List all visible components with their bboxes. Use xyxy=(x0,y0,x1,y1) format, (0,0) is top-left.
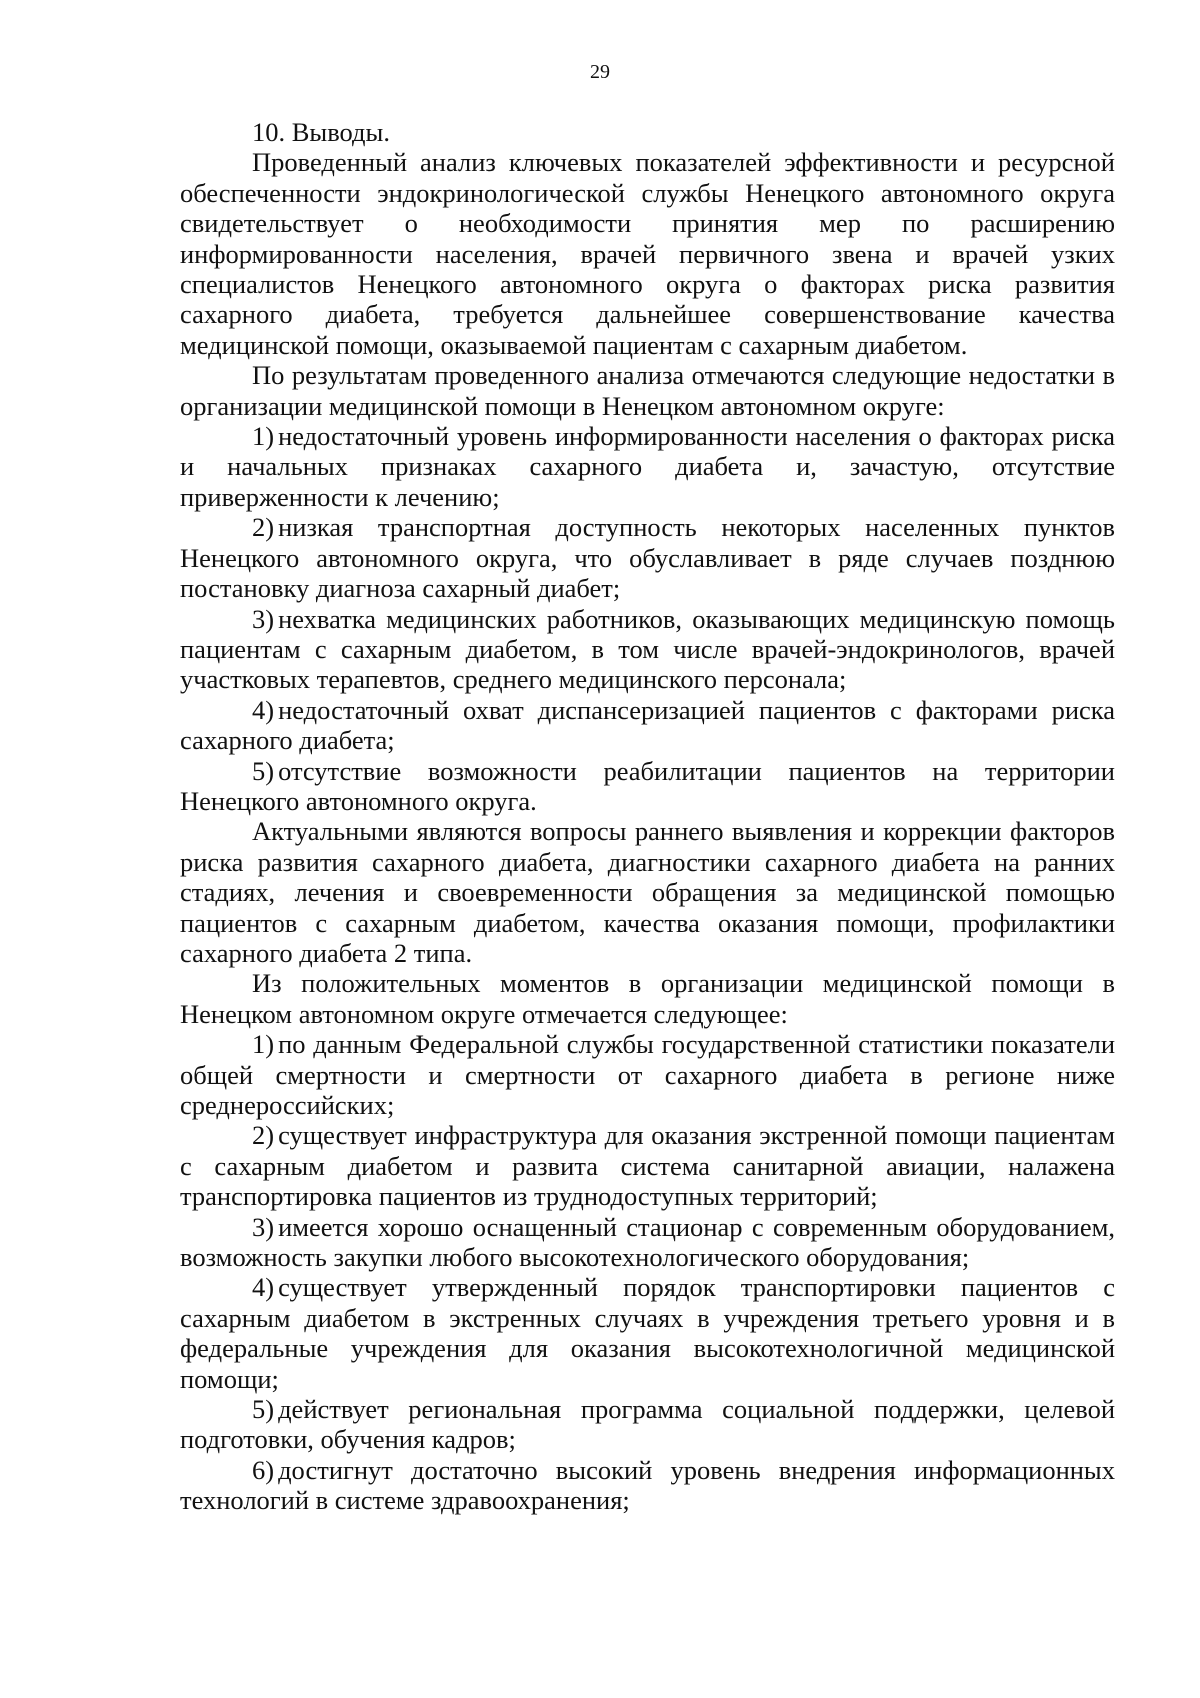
positives-lead: Из положительных моментов в организации медицинской помощи в Ненецком автономном округе отмечается следующее: xyxy=(180,968,1115,1029)
positive-item-4 xyxy=(180,1272,1115,1394)
shortcoming-item-5 xyxy=(180,756,1115,817)
list-number: 1) xyxy=(252,1029,275,1060)
list-item-text: недостаточный уровень информированности населения о факторах риска и начальных признаках сахарного диабета и, зачастую, отсутствие приверженности к лечению; xyxy=(180,421,1115,512)
page-number: 29 xyxy=(590,61,610,83)
list-item-text: недостаточный охват диспансеризацией пациентов с факторами риска сахарного диабета; xyxy=(180,694,1115,756)
shortcoming-item-4 xyxy=(180,695,1115,756)
shortcoming-item-1 xyxy=(180,421,1115,512)
list-number: 2) xyxy=(252,1120,275,1151)
list-item-text: отсутствие возможности реабилитации пациентов на территории Ненецкого автономного округа. xyxy=(180,755,1115,816)
positive-item-2 xyxy=(180,1120,1115,1211)
intro-paragraph: Проведенный анализ ключевых показателей эффективности и ресурсной обеспеченности эндокринологической службы Ненецкого автономного округа свидетельствует о необходимости принятия мер по расширению информированности населения, врачей первичного звена и врачей узких специалистов Ненецкого автономного округа о факторах риска развития сахарного диабета, требуется дальнейшее совершенствование качества медицинской помощи, оказываемой пациентам с сахарным диабетом. xyxy=(180,147,1115,360)
list-item-text: достигнут достаточно высокий уровень внедрения информационных технологий в системе здравоохранения; xyxy=(180,1454,1115,1516)
list-number: 6) xyxy=(252,1454,275,1485)
shortcoming-item-3 xyxy=(180,604,1115,695)
shortcoming-item-2 xyxy=(180,512,1115,603)
positive-item-5 xyxy=(180,1394,1115,1455)
list-number: 3) xyxy=(252,603,275,634)
positive-item-3 xyxy=(180,1212,1115,1273)
list-number: 5) xyxy=(252,1394,275,1425)
list-item-text: существует инфраструктура для оказания экстренной помощи пациентам с сахарным диабетом и развита система санитарной авиации, налажена транспортировка пациентов из труднодоступных территорий; xyxy=(180,1120,1115,1212)
shortcomings-lead: По результатам проведенного анализа отмечаются следующие недостатки в организации медицинской помощи в Ненецком автономном округе: xyxy=(180,360,1115,421)
relevance-paragraph: Актуальными являются вопросы раннего выявления и коррекции факторов риска развития сахарного диабета, диагностики сахарного диабета на ранних стадиях, лечения и своевременности обращения за медицинской помощью пациентов с сахарным диабетом, качества оказания помощи, профилактики сахарного диабета 2 типа. xyxy=(180,816,1115,968)
list-item-text: нехватка медицинских работников, оказывающих медицинскую помощь пациентам с сахарным диабетом, в том числе врачей-эндокринологов, врачей участковых терапевтов, среднего медицинского персонала; xyxy=(180,603,1115,695)
list-number: 3) xyxy=(252,1211,275,1242)
list-item-text: по данным Федеральной службы государственной статистики показатели общей смертности и смертности от сахарного диабета в регионе ниже среднероссийских; xyxy=(180,1029,1115,1120)
list-number: 5) xyxy=(252,755,275,786)
list-item-text: существует утвержденный порядок транспортировки пациентов с сахарным диабетом в экстренных случаях в учреждения третьего уровня и в федеральные учреждения для оказания высокотехнологичной медицинской помощи; xyxy=(180,1272,1115,1394)
positive-item-6 xyxy=(180,1455,1115,1516)
list-number: 1) xyxy=(252,421,275,452)
list-number: 4) xyxy=(252,1272,275,1303)
list-number: 2) xyxy=(252,512,275,543)
list-number: 4) xyxy=(252,694,275,725)
document-body xyxy=(180,117,1115,1516)
list-item-text: низкая транспортная доступность некоторых населенных пунктов Ненецкого автономного округа, что обуславливает в ряде случаев позднюю постановку диагноза сахарный диабет; xyxy=(180,512,1115,604)
list-item-text: действует региональная программа социальной поддержки, целевой подготовки, обучения кадров; xyxy=(180,1394,1115,1455)
list-item-text: имеется хорошо оснащенный стационар с современным оборудованием, возможность закупки любого высокотехнологического оборудования; xyxy=(180,1211,1115,1273)
positive-item-1 xyxy=(180,1029,1115,1120)
section-heading: 10. Выводы. xyxy=(252,117,390,147)
